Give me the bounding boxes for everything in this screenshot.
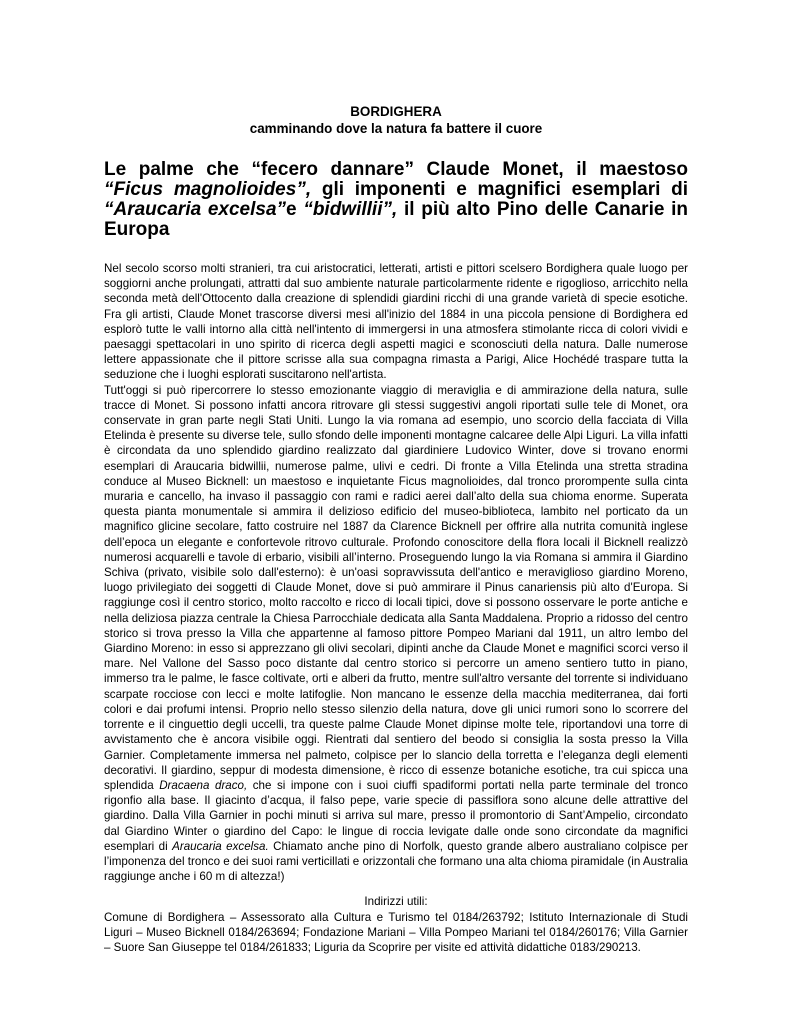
header-place: BORDIGHERA xyxy=(350,104,442,119)
title-italic: “Araucaria excelsa” xyxy=(104,199,287,220)
title-part: gli imponenti e magnifici esemplari di xyxy=(311,179,688,200)
title-part: e xyxy=(286,199,304,220)
title-italic: “bidwillii”, xyxy=(303,199,398,220)
paragraph-1: Nel secolo scorso molti stranieri, tra cui aristocratici, letterati, artisti e pittori scelsero Bordighera quale luogo per soggiorni anche prolungati, attratti dal suo ambiente naturale particolarmente ridente e rigoglioso, arricchito nella seconda metà dell'Ottocento dalla creazione di splendidi giardini ricchi di una grande varietà di specie esotiche. Fra gli artisti, Claude Monet trascorse diversi mesi all'inizio del 1884 in una piccola pensione di Bordighera ed esplorò tutte le valli intorno alla città nell'intento di immergersi in una atmosfera stimolante ricca di colori vividi e paesaggi spettacolari in uno spirito di ricerca degli aspetti magici e sconosciuti della natura. Dalle numerose lettere appassionate che il pittore scrisse alla sua compagna rimasta a Parigi, Alice Hochédé traspare tutta la seduzione che i luoghi esplorati suscitarono nell'artista. xyxy=(104,262,688,382)
document-page xyxy=(104,103,688,955)
document-body xyxy=(104,261,688,884)
title-part: il più alto Pino delle Canarie in Europa xyxy=(104,199,688,240)
title-part: Le palme che “fecero dannare” Claude Monet, il maestoso xyxy=(104,159,688,180)
header-tagline: camminando dove la natura fa battere il cuore xyxy=(249,121,543,136)
addresses-text: Comune di Bordighera – Assessorato alla Cultura e Turismo tel 0184/263792; Istituto Internazionale di Studi Liguri – Museo Bicknell 0184/263694; Fondazione Mariani – Villa Pompeo Mariani tel 0184/260176; Villa Garnier – Suore San Giuseppe tel 0184/261833; Liguria da Scoprire per visite ed attività didattiche 0183/290213. xyxy=(104,910,688,954)
addresses-title: Indirizzi utili: xyxy=(364,895,428,909)
document-header xyxy=(104,103,688,137)
title-italic: “Ficus magnolioides”, xyxy=(104,179,312,200)
paragraph-2 xyxy=(104,383,688,885)
species-italic: Dracaena draco, xyxy=(159,778,248,792)
paragraph-text: Chiamato anche pino di Norfolk, questo grande albero australiano colpisce per l’imponenza del tronco e dei suoi rami verticillati e orizzontali che formano una alta chioma piramidale (in Australia raggiunge anche i 60 m di altezza!) xyxy=(104,839,688,884)
species-italic: Araucaria excelsa. xyxy=(172,839,269,853)
document-title xyxy=(104,160,688,240)
paragraph-text: che si impone con i suoi ciuffi spadiformi portati nella parte terminale del tronco rigonfio alla base. Il giacinto d’acqua, il falso pepe, varie specie di passiflora sono alcune delle attrattive del giardino. Dalla Villa Garnier in pochi minuti si arriva sul mare, presso il promontorio di Sant’Ampelio, circondato dal Giardino Winter o giardino del Capo: le lingue di roccia levigate dalle onde sono circondate da magnifici esemplari di xyxy=(104,778,688,853)
paragraph-text: Tutt'oggi si può ripercorrere lo stesso emozionante viaggio di meraviglia e di ammirazione della natura, sulle tracce di Monet. Si possono infatti ancora ritrovare gli stessi suggestivi angoli riportati sulle tele di Monet, ora conservate in gran parte negli Stati Uniti. Lungo la via romana ad esempio, uno scorcio della facciata di Villa Etelinda è presente su diverse tele, sullo sfondo delle imponenti montagne calcaree delle Alpi Liguri. La villa infatti è circondata da uno splendido giardino realizzato dal giardiniere Ludovico Winter, dove si trovano enormi esemplari di Araucaria bidwillii, numerose palme, ulivi e cedri. Di fronte a Villa Etelinda una stretta stradina conduce al Museo Bicknell: un maestoso e inquietante Ficus magnolioides, dal tronco prorompente sulla cinta muraria e cancello, ha invaso il passaggio con rami e radici aerei dall’alto della sua chioma enorme. Superata questa pianta monumentale si ammira il delizioso edificio del museo-biblioteca, lambito nel porticato da un magnifico glicine secolare, fatto costruire nel 1887 da Clarence Bicknell per offrire alla nutrita comunità inglese dell’epoca un elegante e confortevole ritrovo culturale. Profondo conoscitore della flora locali il Bicknell realizzò numerosi acquarelli e tavole di erbario, visibili all’interno. Proseguendo lungo la via Romana si ammira il Giardino Schiva (privato, visibile solo dall'esterno): è un'oasi sopravvissuta dell'antico e meraviglioso giardino Moreno, luogo privilegiato dei soggetti di Claude Monet, dove si può ammirare il Pinus canariensis più alto d'Europa. Si raggiunge così il centro storico, molto raccolto e ricco di locali tipici, dove si possono osservare le porte antiche e nella deliziosa piazza centrale la Chiesa Parrocchiale dedicata alla Santa Maddalena. Proprio a ridosso del centro storico si trova presso la Villa che appartenne al famoso pittore Pompeo Mariani dal 1911, un altro lembo del Giardino Moreno: in esso si apprezzano gli olivi secolari, dipinti anche da Claude Monet e magnifici scorci verso il mare. Nel Vallone del Sasso poco distante dal centro storico si percorre un ameno sentiero tutto in piano, immerso tra le palme, le fasce coltivate, orti e alberi da frutto, mentre sull'altro versante del torrente si individuano scarpate rocciose con lecci e molte latifoglie. Non mancano le essenze della macchia mediterranea, dai forti colori e dai profumi intensi. Proprio nello stesso silenzio della natura, dove gli unici rumori sono lo scorrere del torrente e il cinguettio degli uccelli, tra queste palme Claude Monet dipinse molte tele, riportandovi una torre di avvistamento che è ancora visibile oggi. Rientrati dal sentiero del beodo si consiglia la sosta presso la Villa Garnier. Completamente immersa nel palmeto, colpisce per lo slancio della torretta e l’eleganza degli elementi decorativi. Il giardino, seppur di modesta dimensione, è ricco di essenze botaniche esotiche, tra cui spicca una splendida xyxy=(104,383,688,792)
